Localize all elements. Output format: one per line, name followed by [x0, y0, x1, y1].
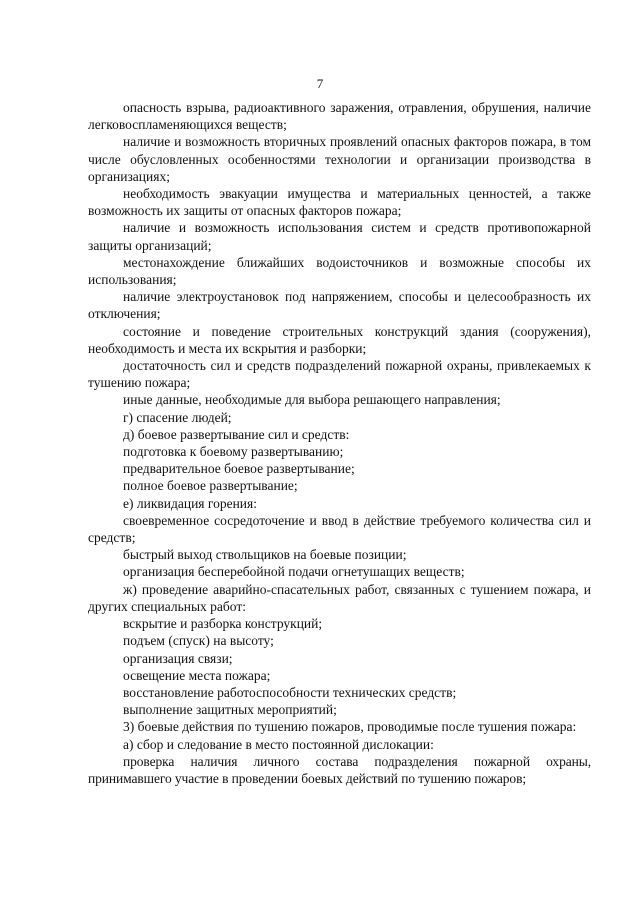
- paragraph: наличие и возможность использования систем и средств противопожарной защиты организаций;: [88, 220, 591, 253]
- paragraph: вскрытие и разборка конструкций;: [123, 616, 323, 632]
- page-number: 7: [316, 76, 324, 91]
- paragraph: проверка наличия личного состава подразделения пожарной охраны, принимавшего участие в проведении боевых действий по тушению пожаров;: [88, 753, 591, 786]
- paragraph: иные данные, необходимые для выбора решающего направления;: [123, 392, 501, 408]
- paragraph: освещение места пожара;: [123, 667, 271, 683]
- document-body: [88, 99, 591, 787]
- list-item-d: д) боевое развертывание сил и средств:: [123, 426, 350, 442]
- list-item-zh: ж) проведение аварийно-спасательных работ, связанных с тушением пожара, и других специальных работ:: [88, 581, 591, 614]
- paragraph: предварительное боевое развертывание;: [123, 461, 355, 477]
- list-item-g: г) спасение людей;: [123, 409, 232, 425]
- paragraph: подъем (спуск) на высоту;: [123, 633, 274, 649]
- paragraph: организация бесперебойной подачи огнетушащих веществ;: [123, 564, 465, 580]
- paragraph: местонахождение ближайших водоисточников и возможные способы их использования;: [88, 254, 591, 288]
- paragraph: восстановление работоспособности технических средств;: [123, 684, 457, 700]
- paragraph: достаточность сил и средств подразделений пожарной охраны, привлекаемых к тушению пожара;: [88, 358, 591, 391]
- list-item-a: а) сбор и следование в место постоянной дислокации:: [123, 736, 434, 752]
- paragraph: опасность взрыва, радиоактивного заражения, отравления, обрушения, наличие легковоспламеняющихся веществ;: [88, 100, 591, 133]
- list-item-e: е) ликвидация горения:: [123, 495, 257, 511]
- paragraph: необходимость эвакуации имущества и материальных ценностей, а также возможность их защиты от опасных факторов пожара;: [88, 186, 591, 219]
- paragraph: наличие и возможность вторичных проявлений опасных факторов пожара, в том числе обусловленных особенностями технологии и организации производства в организациях;: [88, 134, 591, 184]
- paragraph: выполнение защитных мероприятий;: [123, 702, 337, 718]
- paragraph: полное боевое развертывание;: [123, 478, 298, 494]
- paragraph: организация связи;: [123, 650, 233, 666]
- numbered-item-3: 3) боевые действия по тушению пожаров, проводимые после тушения пожара:: [123, 719, 577, 735]
- paragraph: быстрый выход ствольщиков на боевые позиции;: [123, 547, 407, 563]
- paragraph: наличие электроустановок под напряжением, способы и целесообразность их отключения;: [88, 289, 591, 322]
- paragraph: состояние и поведение строительных конструкций здания (сооружения), необходимость и места их вскрытия и разборки;: [88, 323, 591, 356]
- paragraph: своевременное сосредоточение и ввод в действие требуемого количества сил и средств;: [88, 512, 591, 546]
- paragraph: подготовка к боевому развертыванию;: [123, 444, 344, 460]
